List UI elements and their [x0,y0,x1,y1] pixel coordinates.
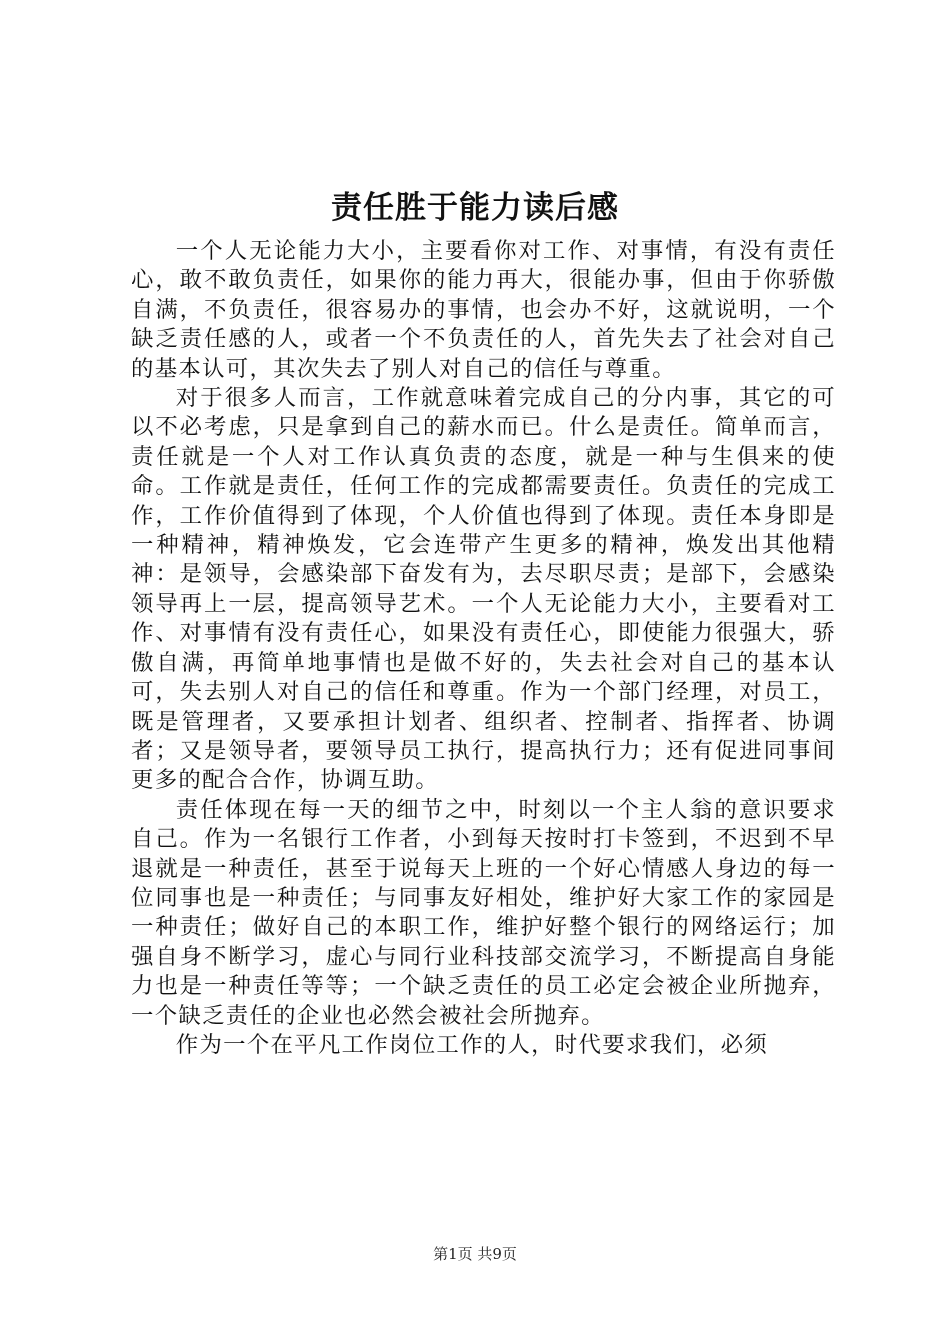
page-title: 责任胜于能力读后感 [331,190,619,226]
page-number-footer: 第1页 共9页 [433,1245,517,1263]
document-body [131,237,836,1060]
paragraph-4: 作为一个在平凡工作岗位工作的人，时代要求我们，必须 [175,1031,769,1058]
paragraph-2: 对于很多人而言，工作就意味着完成自己的分内事，其它的可以不必考虑，只是拿到自己的薪水而已。什么是责任。简单而言，责任就是一个人对工作认真负责的态度，就是一种与生俱来的使命。工作就是责任，任何工作的完成都需要责任。负责任的完成工作，工作价值得到了体现，个人价值也得到了体现。责任本身即是一种精神，精神焕发，它会连带产生更多的精神，焕发出其他精神：是领导，会感染部下奋发有为，去尽职尽责；是部下，会感染领导再上一层，提高领导艺术。一个人无论能力大小，主要看对工作、对事情有没有责任心，如果没有责任心，即使能力很强大，骄傲自满，再简单地事情也是做不好的，失去社会对自己的基本认可，失去别人对自己的信任和尊重。作为一个部门经理，对员工，既是管理者，又要承担计划者、组织者、控制者、指挥者、协调者；又是领导者，要领导员工执行，提高执行力；还有促进同事间更多的配合合作，协调互助。 [131,385,836,794]
paragraph-1: 一个人无论能力大小，主要看你对工作、对事情，有没有责任心，敢不敢负责任，如果你的能力再大，很能办事，但由于你骄傲自满，不负责任，很容易办的事情，也会办不好，这就说明，一个缺乏责任感的人，或者一个不负责任的人，首先失去了社会对自己的基本认可，其次失去了别人对自己的信任与尊重。 [131,238,836,382]
paragraph-3: 责任体现在每一天的细节之中，时刻以一个主人翁的意识要求自己。作为一名银行工作者，小到每天按时打卡签到，不迟到不早退就是一种责任，甚至于说每天上班的一个好心情感人身边的每一位同事也是一种责任；与同事友好相处，维护好大家工作的家园是一种责任；做好自己的本职工作，维护好整个银行的网络运行；加强自身不断学习，虚心与同行业科技部交流学习，不断提高自身能力也是一种责任等等；一个缺乏责任的员工必定会被企业所抛弃，一个缺乏责任的企业也必然会被社会所抛弃。 [131,796,836,1029]
